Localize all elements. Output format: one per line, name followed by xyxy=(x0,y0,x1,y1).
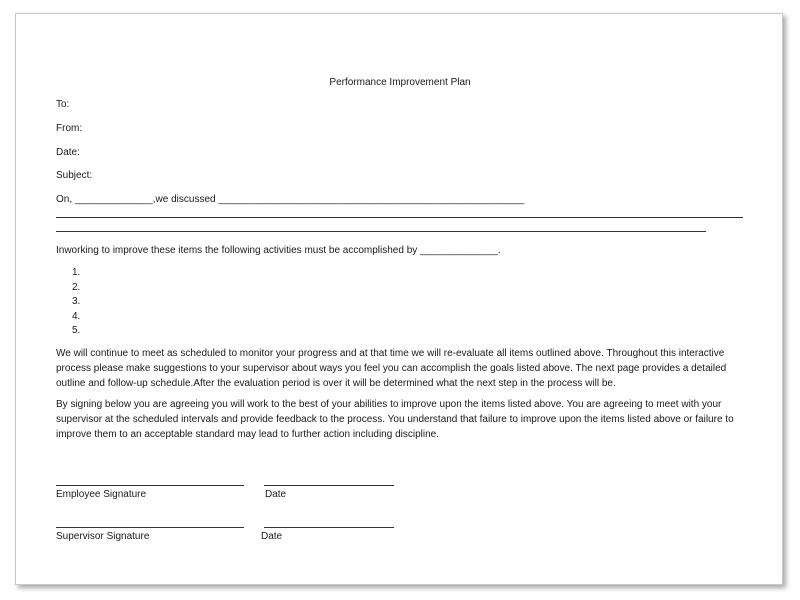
document-title: Performance Improvement Plan xyxy=(329,77,471,88)
discussion-line: On, ______________,we discussed _______________________________________________________ xyxy=(56,194,525,205)
employee-date-line xyxy=(264,485,394,486)
to-label: To: xyxy=(56,99,70,110)
list-item: 2. xyxy=(72,281,81,293)
blank-line-2 xyxy=(56,231,706,232)
date-label: Date: xyxy=(56,147,80,158)
list-item: 5. xyxy=(72,325,81,337)
employee-signature-line xyxy=(56,485,244,486)
subject-label: Subject: xyxy=(56,170,93,181)
document-page xyxy=(15,13,783,585)
blank-line-1 xyxy=(56,217,743,218)
supervisor-date-label: Date xyxy=(261,531,283,542)
employee-date-label: Date xyxy=(265,489,287,500)
list-item: 1. xyxy=(72,267,81,278)
supervisor-date-line xyxy=(264,527,394,528)
employee-signature-label: Employee Signature xyxy=(56,489,147,500)
supervisor-signature-label: Supervisor Signature xyxy=(56,531,150,542)
from-label: From: xyxy=(56,123,83,134)
paragraph-progress: We will continue to meet as scheduled to monitor your progress and at that time we will re-evaluate all items outlined above. Throughout this interactive process please make suggestions to your supervisor about ways you feel you can accomplish the goals listed above. The next page provides a detailed outline and follow-up schedule.After the evaluation period is over it will be determined what the next step in the process will be. xyxy=(56,348,727,389)
activities-intro: Inworking to improve these items the following activities must be accomplished by ______________. xyxy=(56,245,501,256)
list-item: 3. xyxy=(72,296,81,308)
supervisor-signature-line xyxy=(56,527,244,528)
paragraph-agreement: By signing below you are agreeing you will work to the best of your abilities to improve upon the items listed above. You are agreeing to meet with your supervisor at the scheduled intervals and provide feedback to the process. You understand that failure to improve upon the items listed above or failure to improve them to an acceptable standard may lead to further action including discipline. xyxy=(56,399,734,440)
activities-list xyxy=(72,266,80,339)
list-item: 4. xyxy=(72,310,81,322)
